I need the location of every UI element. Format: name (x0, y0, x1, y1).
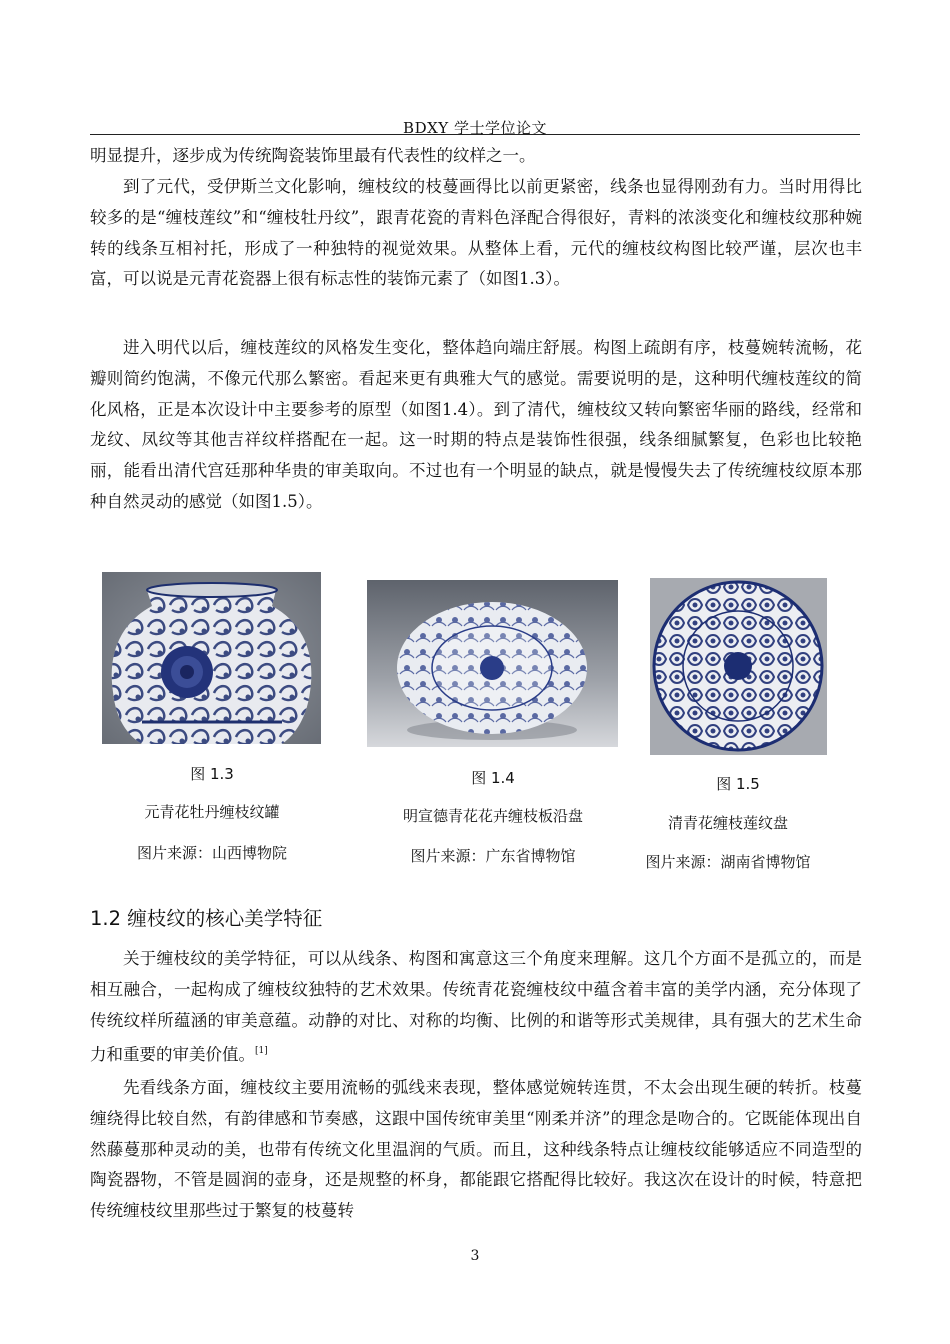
paragraph-aesthetics-text: 关于缠枝纹的美学特征，可以从线条、构图和寓意这三个角度来理解。这几个方面不是孤立的，而是相互融合，一起构成了缠枝纹独特的艺术效果。传统青花瓷缠枝纹中蕴含着丰富的美学内涵，充分体现了传统纹样所蕴涵的审美意蕴。动静的对比、对称的均衡、比例的和谐等形式美规律，具有强大的艺术生命力和重要的审美价值。 (90, 949, 862, 1065)
paragraph-ming-qing-dynasty: 进入明代以后，缠枝莲纹的风格发生变化，整体趋向端庄舒展。构图上疏朗有序，枝蔓婉转流畅，花瓣则简约饱满，不像元代那么繁密。看起来更有典雅大气的感觉。需要说明的是，这种明代缠枝莲纹的简化风格，正是本次设计中主要参考的原型（如图1.4）。到了清代，缠枝纹又转向繁密华丽的路线，经常和龙纹、凤纹等其他吉祥纹样搭配在一起。这一时期的特点是装饰性很强，线条细腻繁复，色彩也比较艳丽，能看出清代宫廷那种华贵的审美取向。不过也有一个明显的缺点，就是慢慢失去了传统缠枝纹原本那种自然灵动的感觉（如图1.5）。 (90, 338, 862, 511)
figure-1-5-image (650, 578, 827, 755)
figure-1-4-source: 图片来源：广东省博物馆 (410, 847, 576, 865)
paragraph-line-analysis: 先看线条方面，缠枝纹主要用流畅的弧线来表现，整体感觉婉转连贯，不太会出现生硬的转折。枝蔓缠绕得比较自然，有韵律感和节奏感，这跟中国传统审美里“刚柔并济”的理念是吻合的。它既能体现出自然藤蔓那种灵动的美，也带有传统文化里温润的气质。而且，这种线条特点让缠枝纹能够适应不同造型的陶瓷器物，不管是圆润的壶身，还是规整的杯身，都能跟它搭配得比较好。我这次在设计的时候，特意把传统缠枝纹里那些过于繁复的枝蔓转 (90, 1078, 862, 1221)
figure-1-4-image (367, 580, 618, 747)
paragraph-yuan-dynasty: 到了元代，受伊斯兰文化影响，缠枝纹的枝蔓画得比以前更紧密，线条也显得刚劲有力。当时用得比较多的是“缠枝莲纹”和“缠枝牡丹纹”，跟青花瓷的青料色泽配合得很好，青料的浓淡变化和缠枝纹那种婉转的线条互相衬托，形成了一种独特的视觉效果。从整体上看，元代的缠枝纹构图比较严谨，层次也丰富，可以说是元青花瓷器上很有标志性的装饰元素了（如图1.3）。 (90, 177, 862, 289)
figure-1-3-source: 图片来源：山西博物院 (136, 844, 287, 862)
figure-1-4-title: 明宣德青花花卉缠枝板沿盘 (402, 807, 583, 825)
figure-1-3-image (102, 572, 321, 744)
figure-1-3-title: 元青花牡丹缠枝纹罐 (144, 803, 280, 821)
figure-1-5-source: 图片来源：湖南省博物馆 (645, 853, 811, 871)
paragraph-aesthetics-intro (90, 944, 862, 1071)
paragraph-continued: 明显提升，逐步成为传统陶瓷装饰里最有代表性的纹样之一。 (90, 146, 536, 165)
jar-image (102, 572, 321, 744)
dish-image (650, 578, 827, 755)
figure-1-5-title: 清青花缠枝莲纹盘 (667, 814, 788, 832)
header-rule (90, 134, 860, 135)
citation-ref: [1] (255, 1046, 268, 1057)
running-header: BDXY 学士学位论文 (403, 119, 547, 137)
figure-1-3-label: 图 1.3 (190, 765, 234, 783)
figure-1-4-label: 图 1.4 (471, 769, 515, 787)
plate-image (367, 580, 618, 747)
figure-1-5-label: 图 1.5 (716, 775, 760, 793)
section-heading: 1.2 缠枝纹的核心美学特征 (90, 907, 323, 930)
page-number: 3 (470, 1248, 480, 1264)
